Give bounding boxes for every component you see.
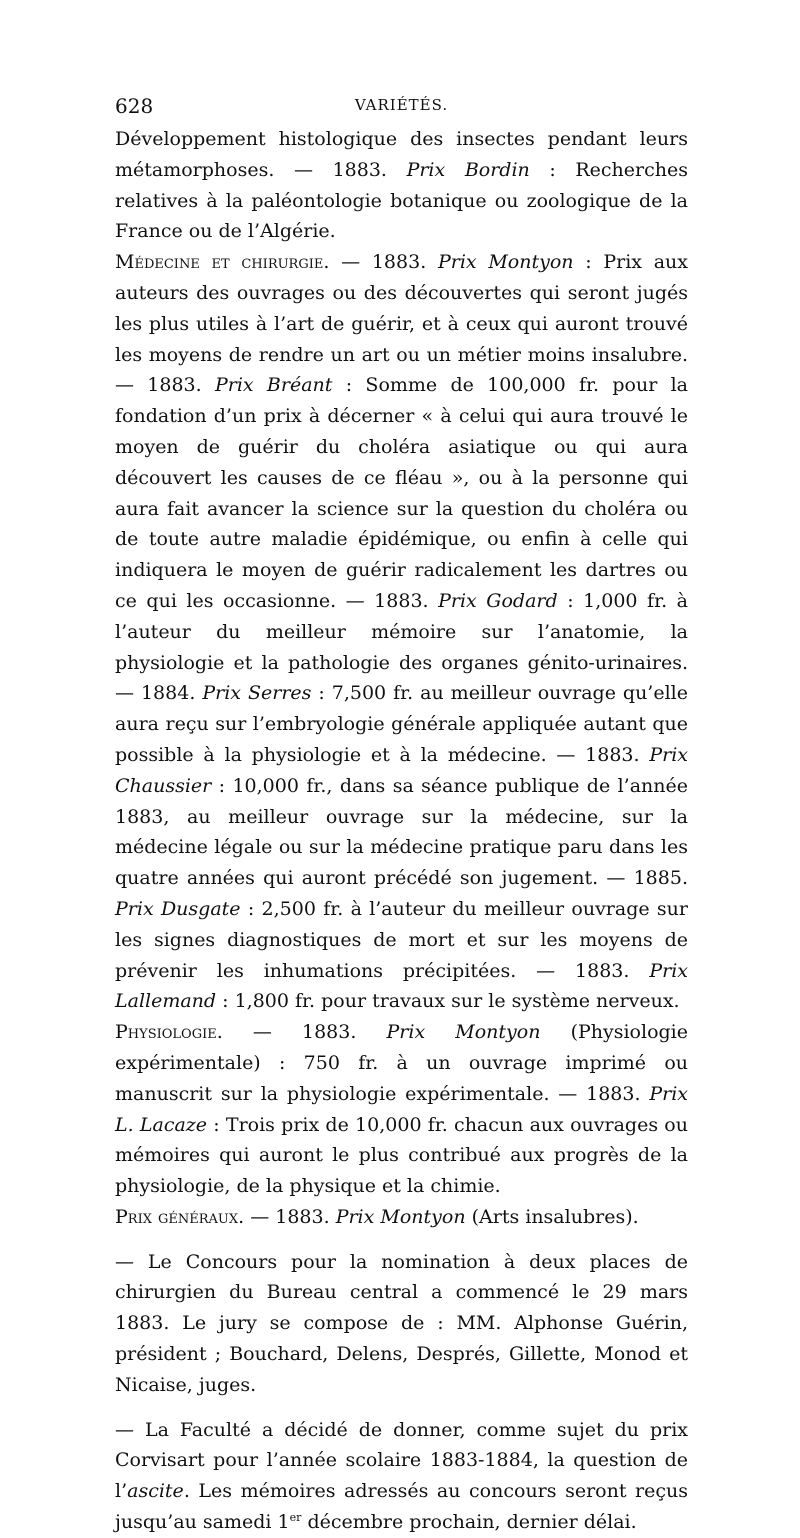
- section-heading: Physiologie.: [115, 1021, 223, 1044]
- prize-name: Prix Chaussier: [115, 743, 688, 797]
- paragraph-text: : 2,500 fr. à l’auteur du meilleur ouvrage sur les signes diagnostiques de mort et sur les moyens de prévenir les inhumations précipitées. — 1883.: [115, 897, 688, 982]
- paragraph-text: : 1,000 fr. à l’auteur du meilleur mémoire sur l’anatomie, la physiologie et la pathologie des organes génito-urinaires. — 1884.: [115, 589, 688, 705]
- paragraph-text: — Le Concours pour la nomination à deux places de chirurgien du Bureau central a commencé le 29 mars 1883. Le jury se compose de : MM. Alphonse Guérin, président ; Bouchard, Delens, Després, Gillette, Monod et Nicaise, juges.: [115, 1250, 688, 1396]
- prize-name: Prix Serres: [202, 682, 312, 705]
- subject-term: ascite: [127, 1480, 184, 1503]
- paragraph-text: — 1883.: [244, 1205, 336, 1228]
- paragraph-prix-corvisart: [115, 1415, 688, 1538]
- section-heading: Médecine et chirurgie.: [115, 251, 330, 274]
- paragraph-physiologie: [115, 1017, 688, 1202]
- paragraph-text: : 1,800 fr. pour travaux sur le système nerveux.: [216, 990, 680, 1013]
- paragraph-text: : Trois prix de 10,000 fr. chacun aux ouvrages ou mémoires qui auront le plus contribué aux progrès de la physiologie, de la physique et la chimie.: [115, 1113, 688, 1198]
- running-head: [115, 94, 688, 124]
- prize-name: Prix Godard: [438, 589, 558, 612]
- prize-name: Prix Bordin: [406, 158, 530, 181]
- paragraph-text: . Les mémoires adressés au concours seront reçus jusqu’au samedi 1: [115, 1480, 688, 1534]
- paragraph-text: — 1883.: [222, 1021, 387, 1044]
- paragraph-text: : 7,500 fr. au meilleur ouvrage qu’elle aura reçu sur l’embryologie générale appliquée autant que possible à la physiologie et à la médecine. — 1883.: [115, 682, 688, 766]
- paragraph-text: décembre prochain, dernier délai.: [301, 1511, 637, 1534]
- book-page: [115, 94, 688, 1538]
- running-title: VARIÉTÉS.: [354, 96, 449, 114]
- paragraph-text: : Recherches relatives à la paléontologie botanique ou zoologique de la France ou de l’Algérie.: [115, 158, 688, 243]
- paragraph-text: — La Faculté a décidé de donner, comme sujet du prix Corvisart pour l’année scolaire 1883-1884, la question de l’: [115, 1418, 688, 1503]
- prize-name: Prix Montyon: [437, 251, 574, 274]
- paragraph-prix-generaux: [115, 1202, 688, 1233]
- paragraph-text: : Somme de 100,000 fr. pour la fondation d’un prix à décerner « à celui qui aura trouvé le moyen de guérir du choléra asiatique ou qui aura découvert les causes de ce fléau », ou à la personne qui aura fait avancer la science sur la question du choléra ou de toute autre maladie épidémique, ou enfin à celle qui indiquera le moyen de guérir radicalement les dartres ou ce qui les occasionne. — 1883.: [115, 374, 688, 612]
- prize-name: Prix Lallemand: [115, 959, 688, 1013]
- prize-name: Prix Dusgate: [115, 897, 241, 920]
- paragraph-text: Développement histologique des insectes pendant leurs métamorphoses. — 1883.: [115, 128, 688, 181]
- section-heading: Prix généraux.: [115, 1205, 245, 1228]
- prize-name: Prix L. Lacaze: [115, 1082, 688, 1136]
- paragraph-text: (Physiologie expérimentale) : 750 fr. à un ouvrage imprimé ou manuscrit sur la physiologie expérimentale. — 1883.: [115, 1021, 689, 1105]
- paragraph-text: — 1883.: [329, 251, 438, 274]
- prize-name: Prix Montyon: [335, 1205, 466, 1228]
- paragraph-concours: [115, 1247, 688, 1401]
- paragraph-insect-development: [115, 124, 688, 247]
- page-number: 628: [115, 94, 154, 118]
- paragraph-text: : 10,000 fr., dans sa séance publique de l’année 1883, au meilleur ouvrage sur la médecine, sur la médecine légale ou sur la médecine pratique paru dans les quatre années qui auront précédé son jugement. — 1885.: [115, 774, 688, 890]
- ordinal-suffix: er: [289, 1511, 302, 1525]
- prize-name: Prix Bréant: [214, 374, 333, 397]
- paragraph-text: : Prix aux auteurs des ouvrages ou des découvertes qui seront jugés les plus utiles à l’art de guérir, et à ceux qui auront trouvé les moyens de rendre un art ou un métier moins insalubre. — 1883.: [115, 251, 689, 397]
- paragraph-text: (Arts insalubres).: [465, 1205, 639, 1228]
- prize-name: Prix Montyon: [386, 1021, 541, 1044]
- paragraph-medecine-chirurgie: [115, 247, 688, 1017]
